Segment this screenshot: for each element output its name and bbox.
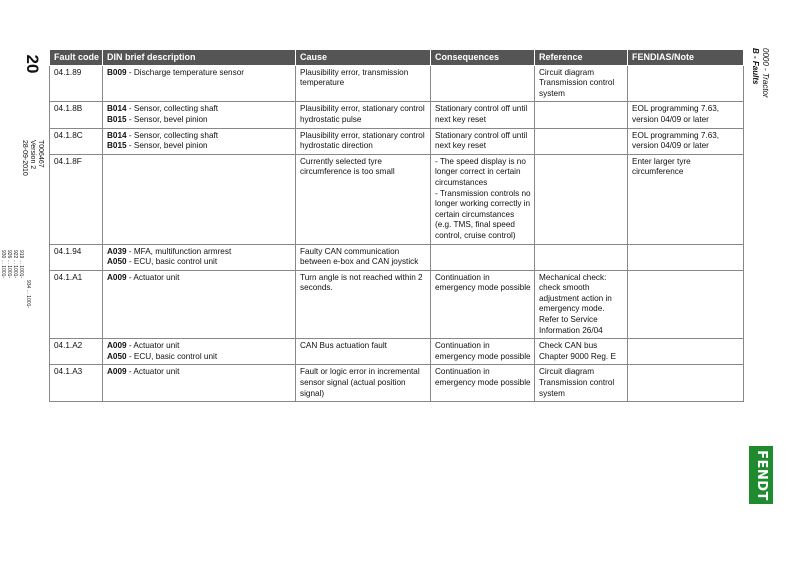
table-row <box>50 365 744 402</box>
table-header-row <box>50 50 744 66</box>
reference-cell: Circuit diagram Transmission control system <box>535 65 628 102</box>
cause-cell: Plausibility error, stationary control hydrostatic pulse <box>296 102 431 128</box>
din-text: - Sensor, collecting shaft <box>126 104 219 114</box>
section-title: B - Faults <box>751 48 760 85</box>
cause-cell: Fault or logic error in incremental sensor signal (actual position signal) <box>296 365 431 402</box>
running-header <box>750 48 770 98</box>
serial-numbers <box>0 250 24 278</box>
din-code: B009 <box>107 67 127 77</box>
din-text: - Sensor, bevel pinion <box>126 114 208 124</box>
page-number: 20 <box>23 54 42 74</box>
note-cell <box>628 339 744 365</box>
consequences-cell: Continuation in emergency mode possible <box>431 270 535 339</box>
serial-number: 930 ... 1001- <box>0 250 6 279</box>
table-row <box>50 244 744 270</box>
column-header-din: DIN brief description <box>103 50 296 66</box>
din-code: A009 <box>107 367 127 377</box>
fault-code-cell: 04.1.8F <box>50 154 103 244</box>
serial-number: 922 ... 1001- <box>12 250 18 279</box>
consequences-cell <box>431 244 535 270</box>
din-cell <box>103 102 296 128</box>
din-item <box>107 257 292 268</box>
din-text: - Sensor, collecting shaft <box>126 130 219 140</box>
din-code: A009 <box>107 341 127 351</box>
din-code: B015 <box>107 141 127 151</box>
note-cell <box>628 365 744 402</box>
din-item <box>107 141 292 152</box>
note-cell <box>628 65 744 102</box>
din-text: - Discharge temperature sensor <box>126 67 244 77</box>
din-cell <box>103 154 296 244</box>
table-row <box>50 339 744 365</box>
din-item <box>107 352 292 363</box>
consequences-cell: Stationary control off until next key reset <box>431 128 535 154</box>
cause-cell: CAN Bus actuation fault <box>296 339 431 365</box>
din-code: A050 <box>107 351 127 361</box>
reference-cell: Circuit diagram Transmission control system <box>535 365 628 402</box>
fault-code-cell: 04.1.A2 <box>50 339 103 365</box>
brand-logo <box>749 446 773 504</box>
fault-code-cell: 04.1.94 <box>50 244 103 270</box>
note-cell: EOL programming 7.63, version 04/09 or later <box>628 128 744 154</box>
column-header-reference: Reference <box>535 50 628 66</box>
reference-cell: Check CAN bus Chapter 9000 Reg. E <box>535 339 628 365</box>
note-cell: Enter larger tyre circumference <box>628 154 744 244</box>
table-row <box>50 102 744 128</box>
document-date: 28-09-2010 <box>21 140 28 176</box>
consequences-cell <box>431 154 535 244</box>
cause-cell: Currently selected tyre circumference is too small <box>296 154 431 244</box>
din-item <box>107 131 292 142</box>
din-cell <box>103 128 296 154</box>
din-item <box>107 367 292 378</box>
din-text: - MFA, multifunction armrest <box>126 246 232 256</box>
cause-cell: Faulty CAN communication between e-box and CAN joystick <box>296 244 431 270</box>
fault-code-cell: 04.1.A3 <box>50 365 103 402</box>
fault-code-cell: 04.1.89 <box>50 65 103 102</box>
table-row <box>50 65 744 102</box>
din-item <box>107 104 292 115</box>
din-code: A039 <box>107 246 127 256</box>
note-cell <box>628 270 744 339</box>
consequence-item: - Transmission controls no longer working correctly in certain circumstances (e.g. TMS, final speed control, cruise control) <box>435 188 531 240</box>
din-text: - Sensor, bevel pinion <box>126 141 208 151</box>
consequences-cell: Continuation in emergency mode possible <box>431 365 535 402</box>
note-cell: EOL programming 7.63, version 04/09 or later <box>628 102 744 128</box>
column-header-note: FENDIAS/Note <box>628 50 744 66</box>
din-text: - ECU, basic control unit <box>126 351 218 361</box>
cause-cell: Plausibility error, transmission temperature <box>296 65 431 102</box>
din-cell <box>103 339 296 365</box>
column-header-fault-code: Fault code <box>50 50 103 66</box>
din-item <box>107 68 292 79</box>
brand-logo-text: FENDT <box>753 449 769 501</box>
din-text: - Actuator unit <box>126 272 180 282</box>
document-id: T006467 <box>37 140 44 168</box>
fault-table <box>49 49 744 402</box>
table-row <box>50 154 744 244</box>
table-row <box>50 270 744 339</box>
din-code: B015 <box>107 114 127 124</box>
fault-code-cell: 04.1.8C <box>50 128 103 154</box>
din-cell <box>103 270 296 339</box>
din-item <box>107 341 292 352</box>
din-text: - Actuator unit <box>126 367 180 377</box>
serial-number-extra: 934 ... 1001- <box>25 280 31 309</box>
serial-number: 919 ... 1001- <box>18 250 24 279</box>
din-code: A050 <box>107 257 127 267</box>
reference-cell <box>535 154 628 244</box>
cause-cell: Plausibility error, stationary control hydrostatic direction <box>296 128 431 154</box>
din-cell <box>103 65 296 102</box>
reference-cell <box>535 102 628 128</box>
consequences-cell <box>431 65 535 102</box>
table-row <box>50 128 744 154</box>
din-item <box>107 273 292 284</box>
din-code: B014 <box>107 130 127 140</box>
fault-code-cell: 04.1.8B <box>50 102 103 128</box>
note-cell <box>628 244 744 270</box>
din-text: - Actuator unit <box>126 341 180 351</box>
din-cell <box>103 365 296 402</box>
serial-number: 926 ... 1001- <box>6 250 12 279</box>
document-version: Version 2 <box>29 140 36 170</box>
din-code: B014 <box>107 104 127 114</box>
din-cell <box>103 244 296 270</box>
cause-cell: Turn angle is not reached within 2 seconds. <box>296 270 431 339</box>
chapter-title: 0000 - Tractor <box>761 48 770 98</box>
reference-cell <box>535 128 628 154</box>
consequence-item: - The speed display is no longer correct in certain circumstances <box>435 156 526 187</box>
consequences-cell: Stationary control off until next key reset <box>431 102 535 128</box>
reference-cell: Mechanical check: check smooth adjustment action in emergency mode. Refer to Service Information 26/04 <box>535 270 628 339</box>
column-header-cause: Cause <box>296 50 431 66</box>
document-meta <box>0 140 44 220</box>
consequences-cell: Continuation in emergency mode possible <box>431 339 535 365</box>
din-text: - ECU, basic control unit <box>126 257 218 267</box>
column-header-consequences: Consequences <box>431 50 535 66</box>
din-code: A009 <box>107 272 127 282</box>
reference-cell <box>535 244 628 270</box>
din-item <box>107 247 292 258</box>
fault-code-cell: 04.1.A1 <box>50 270 103 339</box>
din-item <box>107 115 292 126</box>
